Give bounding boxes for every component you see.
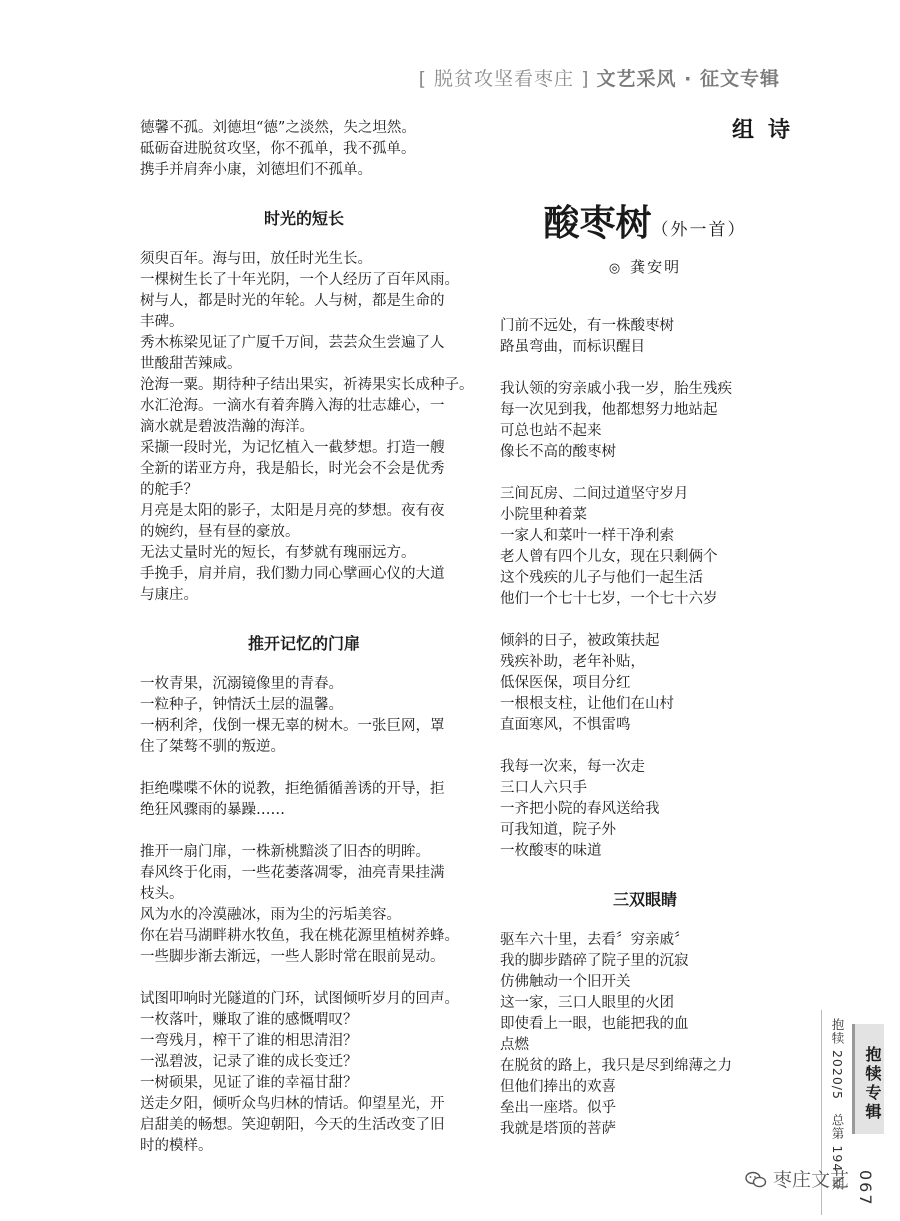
text-line: 拒绝喋喋不休的说教，拒绝循循善诱的开导，拒 xyxy=(140,781,445,797)
stanza-break xyxy=(140,968,468,989)
text-line: 每一次见到我，他都想努力地站起 xyxy=(500,402,718,418)
text-line: 可总也站不起来 xyxy=(500,423,602,439)
text-line: 你在岩马湖畔耕水牧鱼，我在桃花源里植树养蜂。 xyxy=(140,928,459,944)
text-line: 即使看上一眼，也能把我的血 xyxy=(500,1016,689,1032)
text-line: 试图叩响时光隧道的门环，试图倾听岁月的回声。 xyxy=(140,991,459,1007)
text-line: 世酸甜苦辣咸。 xyxy=(140,356,242,372)
text-line: 绝狂风骤雨的暴躁…… xyxy=(140,802,285,818)
text-line: 的婉约，昼有昼的豪放。 xyxy=(140,524,300,540)
text-line: 路虽弯曲，而标识醒目 xyxy=(500,339,645,355)
text-line: 一泓碧波，记录了谁的成长变迁？ xyxy=(140,1054,358,1070)
text-line: 这一家，三口人眼里的火团 xyxy=(500,995,674,1011)
text-line: 我就是塔顶的菩萨 xyxy=(500,1121,616,1137)
magazine-issue: 抱犊 2020/5 总第 194 期 xyxy=(830,1018,845,1191)
poem-title-main: 酸枣树 xyxy=(543,203,652,244)
text-line: 滴水就是碧波浩瀚的海洋。 xyxy=(140,419,314,435)
poem-three-pairs-of-eyes xyxy=(500,930,790,1140)
text-line: 的舵手？ xyxy=(140,482,198,498)
header-section-label: 文艺采风 · 征文专辑 xyxy=(596,68,780,90)
page-number: 067 xyxy=(856,1170,875,1207)
text-line: 推开一扇门扉，一株新桃黯淡了旧杏的明眸。 xyxy=(140,844,430,860)
text-line: 德馨不孤。刘德坦“德”之淡然，失之坦然。 xyxy=(140,120,416,136)
text-line: 时的模样。 xyxy=(140,1138,213,1154)
text-line: 全新的诺亚方舟，我是船长，时光会不会是优秀 xyxy=(140,461,445,477)
watermark xyxy=(745,1165,849,1192)
text-line: 枝头。 xyxy=(140,886,184,902)
text-line: 垒出一座塔。似乎 xyxy=(500,1100,616,1116)
text-line: 一粒种子，钟情沃土层的温馨。 xyxy=(140,697,343,713)
intro-paragraph xyxy=(140,118,468,181)
text-line: 可我知道，院子外 xyxy=(500,822,616,838)
special-issue-tab: 抱犊专辑 xyxy=(852,1024,884,1134)
text-line: 一齐把小院的春风送给我 xyxy=(500,801,660,817)
text-line: 我认领的穷亲戚小我一岁，胎生残疾 xyxy=(500,381,732,397)
text-line: 点燃 xyxy=(500,1037,529,1053)
group-poem-label: 组诗 xyxy=(731,118,804,143)
text-line: 送走夕阳，倾听众鸟归林的情话。仰望星光，开 xyxy=(140,1096,445,1112)
text-line: 驱车六十里，去看〞穷亲戚〞 xyxy=(500,932,689,948)
section-title-memory: 推开记忆的门扉 xyxy=(247,634,360,653)
text-line: 携手并肩奔小康，刘德坦们不孤单。 xyxy=(140,162,372,178)
text-line: 启甜美的畅想。笑迎朝阳，今天的生活改变了旧 xyxy=(140,1117,445,1133)
text-line: 直面寒风，不惧雷鸣 xyxy=(500,717,631,733)
text-line: 他们一个七十七岁，一个七十六岁 xyxy=(500,591,718,607)
text-line: 月亮是太阳的影子，太阳是月亮的梦想。夜有夜 xyxy=(140,503,445,519)
poem-title-sub: （外一首） xyxy=(651,220,747,240)
text-line: 丰碑。 xyxy=(140,314,184,330)
text-line: 住了桀骜不驯的叛逆。 xyxy=(140,739,285,755)
text-line: 春风终于化雨，一些花萎落凋零，油亮青果挂满 xyxy=(140,865,445,881)
text-line: 老人曾有四个儿女，现在只剩俩个 xyxy=(500,549,718,565)
text-line: 门前不远处，有一株酸枣树 xyxy=(500,318,674,334)
stanza-break xyxy=(500,736,790,757)
prose-time xyxy=(140,249,474,606)
author-mark: ◎ xyxy=(608,261,623,276)
text-line: 一树硕果，见证了谁的幸福甘甜？ xyxy=(140,1075,358,1091)
text-line: 手挽手，肩并肩，我们勠力同心擘画心仪的大道 xyxy=(140,566,445,582)
poem2-title: 三双眼睛 xyxy=(612,890,677,909)
right-column xyxy=(500,118,804,1140)
text-line: 一根根支柱，让他们在山村 xyxy=(500,696,674,712)
text-line: 仿佛触动一个旧开关 xyxy=(500,974,631,990)
text-line: 一棵树生长了十年光阴，一个人经历了百年风雨。 xyxy=(140,272,459,288)
text-line: 一枚青果，沉溺镜像里的青春。 xyxy=(140,676,343,692)
text-line: 无法丈量时光的短长，有梦就有瑰丽远方。 xyxy=(140,545,416,561)
page-header xyxy=(419,64,780,91)
author-name: 龚安明 xyxy=(630,258,682,276)
text-line: 一家人和菜叶一样干净利索 xyxy=(500,528,674,544)
stanza-break xyxy=(140,758,468,779)
text-line: 水汇沧海。一滴水有着奔腾入海的壮志雄心，一 xyxy=(140,398,445,414)
left-column xyxy=(140,118,474,1157)
text-line: 树与人，都是时光的年轮。人与树，都是生命的 xyxy=(140,293,445,309)
author-line xyxy=(500,252,790,282)
text-line: 砥砺奋进脱贫攻坚，你不孤单，我不孤单。 xyxy=(140,141,416,157)
text-line: 一弯残月，榨干了谁的相思清泪？ xyxy=(140,1033,358,1049)
poem-title xyxy=(500,196,790,252)
text-line: 秀木栋梁见证了广厦千万间，芸芸众生尝遍了人 xyxy=(140,335,445,351)
text-line: 沧海一粟。期待种子结出果实，祈祷果实长成种子。 xyxy=(140,377,474,393)
text-line: 像长不高的酸枣树 xyxy=(500,444,616,460)
text-line: 这个残疾的儿子与他们一起生活 xyxy=(500,570,703,586)
text-line: 倾斜的日子，被政策扶起 xyxy=(500,633,660,649)
text-line: 残疾补助，老年补贴， xyxy=(500,654,645,670)
stanza-break xyxy=(140,821,468,842)
text-line: 我每一次来，每一次走 xyxy=(500,759,645,775)
text-line: 须臾百年。海与田，放任时光生长。 xyxy=(140,251,372,267)
prose-memory xyxy=(140,674,468,1157)
watermark-text: 枣庄文艺 xyxy=(773,1169,850,1191)
text-line: 一柄利斧，伐倒一棵无辜的树木。一张巨网，罩 xyxy=(140,718,445,734)
text-line: 一枚酸枣的味道 xyxy=(500,843,602,859)
section-title-time: 时光的短长 xyxy=(263,209,344,228)
text-line: 但他们捧出的欢喜 xyxy=(500,1079,616,1095)
wechat-icon xyxy=(745,1171,767,1189)
stanza-break xyxy=(500,463,790,484)
text-line: 风为水的冷漠融冰，雨为尘的污垢美容。 xyxy=(140,907,401,923)
text-line: 三间瓦房、二间过道坚守岁月 xyxy=(500,486,689,502)
text-line: 我的脚步踏碎了院子里的沉寂 xyxy=(500,953,689,969)
stanza-break xyxy=(500,358,790,379)
poem-jujube-tree xyxy=(500,316,790,862)
header-column-label: [ 脱贫攻坚看枣庄 ] xyxy=(418,68,590,90)
text-line: 在脱贫的路上，我只是尽到绵薄之力 xyxy=(500,1058,732,1074)
text-line: 小院里种着菜 xyxy=(500,507,587,523)
stanza-break xyxy=(500,610,790,631)
text-line: 采撷一段时光，为记忆植入一截梦想。打造一艘 xyxy=(140,440,445,456)
text-line: 与康庄。 xyxy=(140,587,198,603)
text-line: 一些脚步渐去渐远，一些人影时常在眼前晃动。 xyxy=(140,949,445,965)
text-line: 一枚落叶，赚取了谁的感慨喟叹？ xyxy=(140,1012,358,1028)
text-line: 低保医保，项目分红 xyxy=(500,675,631,691)
text-line: 三口人六只手 xyxy=(500,780,587,796)
